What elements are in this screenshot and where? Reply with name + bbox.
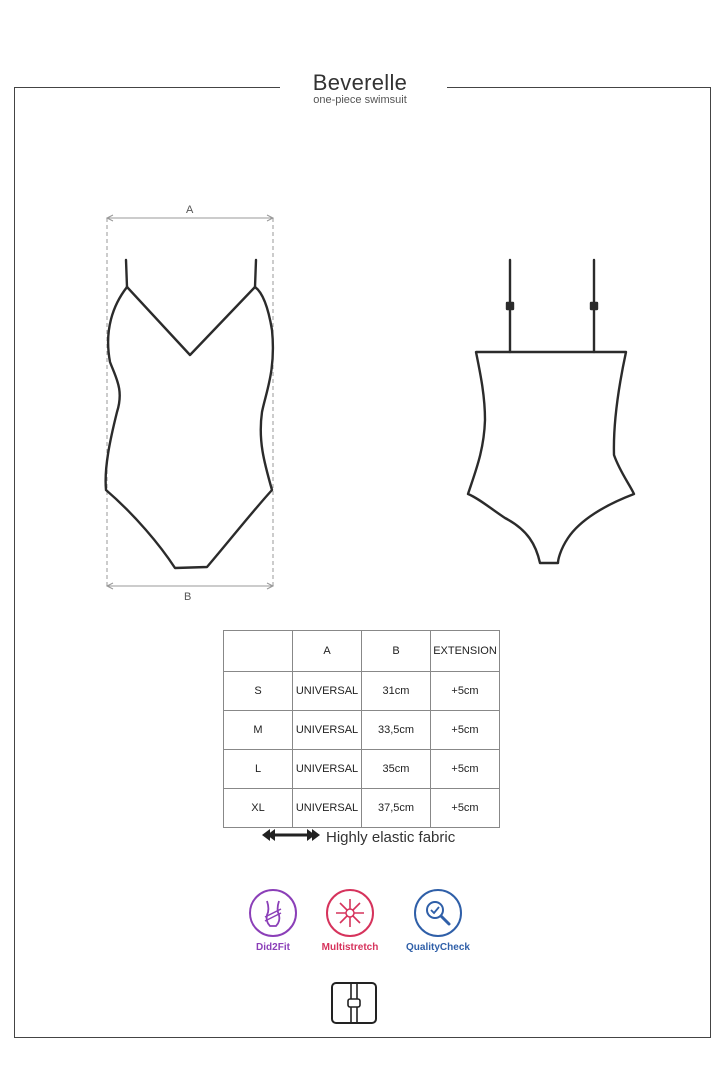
feature-multistretch bbox=[315, 889, 385, 953]
table-row bbox=[224, 711, 500, 750]
magnifier-check-icon bbox=[414, 889, 462, 937]
table-row bbox=[224, 789, 500, 828]
table-cell: +5cm bbox=[431, 750, 500, 789]
feature-did2fit bbox=[238, 889, 308, 953]
double-arrow-icon bbox=[262, 828, 320, 847]
table-header-cell: B bbox=[362, 631, 431, 672]
table-header-cell bbox=[224, 631, 293, 672]
dimension-b-label: B bbox=[184, 591, 192, 603]
table-row bbox=[224, 672, 500, 711]
table-cell: 37,5cm bbox=[362, 789, 431, 828]
elastic-note-text: Highly elastic fabric bbox=[326, 828, 456, 846]
table-row bbox=[224, 750, 500, 789]
back-view-swimsuit bbox=[468, 260, 634, 563]
table-cell: UNIVERSAL bbox=[293, 672, 362, 711]
table-cell: UNIVERSAL bbox=[293, 750, 362, 789]
elastic-note bbox=[262, 826, 455, 848]
hook-closure-icon bbox=[331, 982, 377, 1024]
size-cell: M bbox=[224, 711, 293, 750]
table-cell: +5cm bbox=[431, 711, 500, 750]
front-view-swimsuit bbox=[106, 260, 273, 568]
size-table bbox=[223, 630, 500, 828]
dimension-a-label: A bbox=[186, 204, 194, 216]
table-cell: 31cm bbox=[362, 672, 431, 711]
feature-label: Multistretch bbox=[321, 942, 379, 953]
table-cell: UNIVERSAL bbox=[293, 711, 362, 750]
table-header-row bbox=[224, 631, 500, 672]
size-cell: S bbox=[224, 672, 293, 711]
table-cell: 35cm bbox=[362, 750, 431, 789]
product-subtitle: one-piece swimsuit bbox=[313, 94, 407, 106]
feature-label: Did2Fit bbox=[256, 942, 290, 953]
frame-bottom bbox=[14, 1037, 711, 1038]
size-cell: L bbox=[224, 750, 293, 789]
feature-qualitycheck bbox=[398, 889, 478, 953]
size-cell: XL bbox=[224, 789, 293, 828]
feature-label: QualityCheck bbox=[406, 942, 470, 953]
table-cell: UNIVERSAL bbox=[293, 789, 362, 828]
table-header-cell: A bbox=[293, 631, 362, 672]
table-cell: +5cm bbox=[431, 672, 500, 711]
table-header-cell: EXTENSION bbox=[431, 631, 500, 672]
table-cell: 33,5cm bbox=[362, 711, 431, 750]
stretch-arrows-icon bbox=[326, 889, 374, 937]
body-fit-icon bbox=[249, 889, 297, 937]
product-title: Beverelle bbox=[312, 70, 408, 95]
dimension-guides bbox=[107, 215, 273, 589]
table-cell: +5cm bbox=[431, 789, 500, 828]
